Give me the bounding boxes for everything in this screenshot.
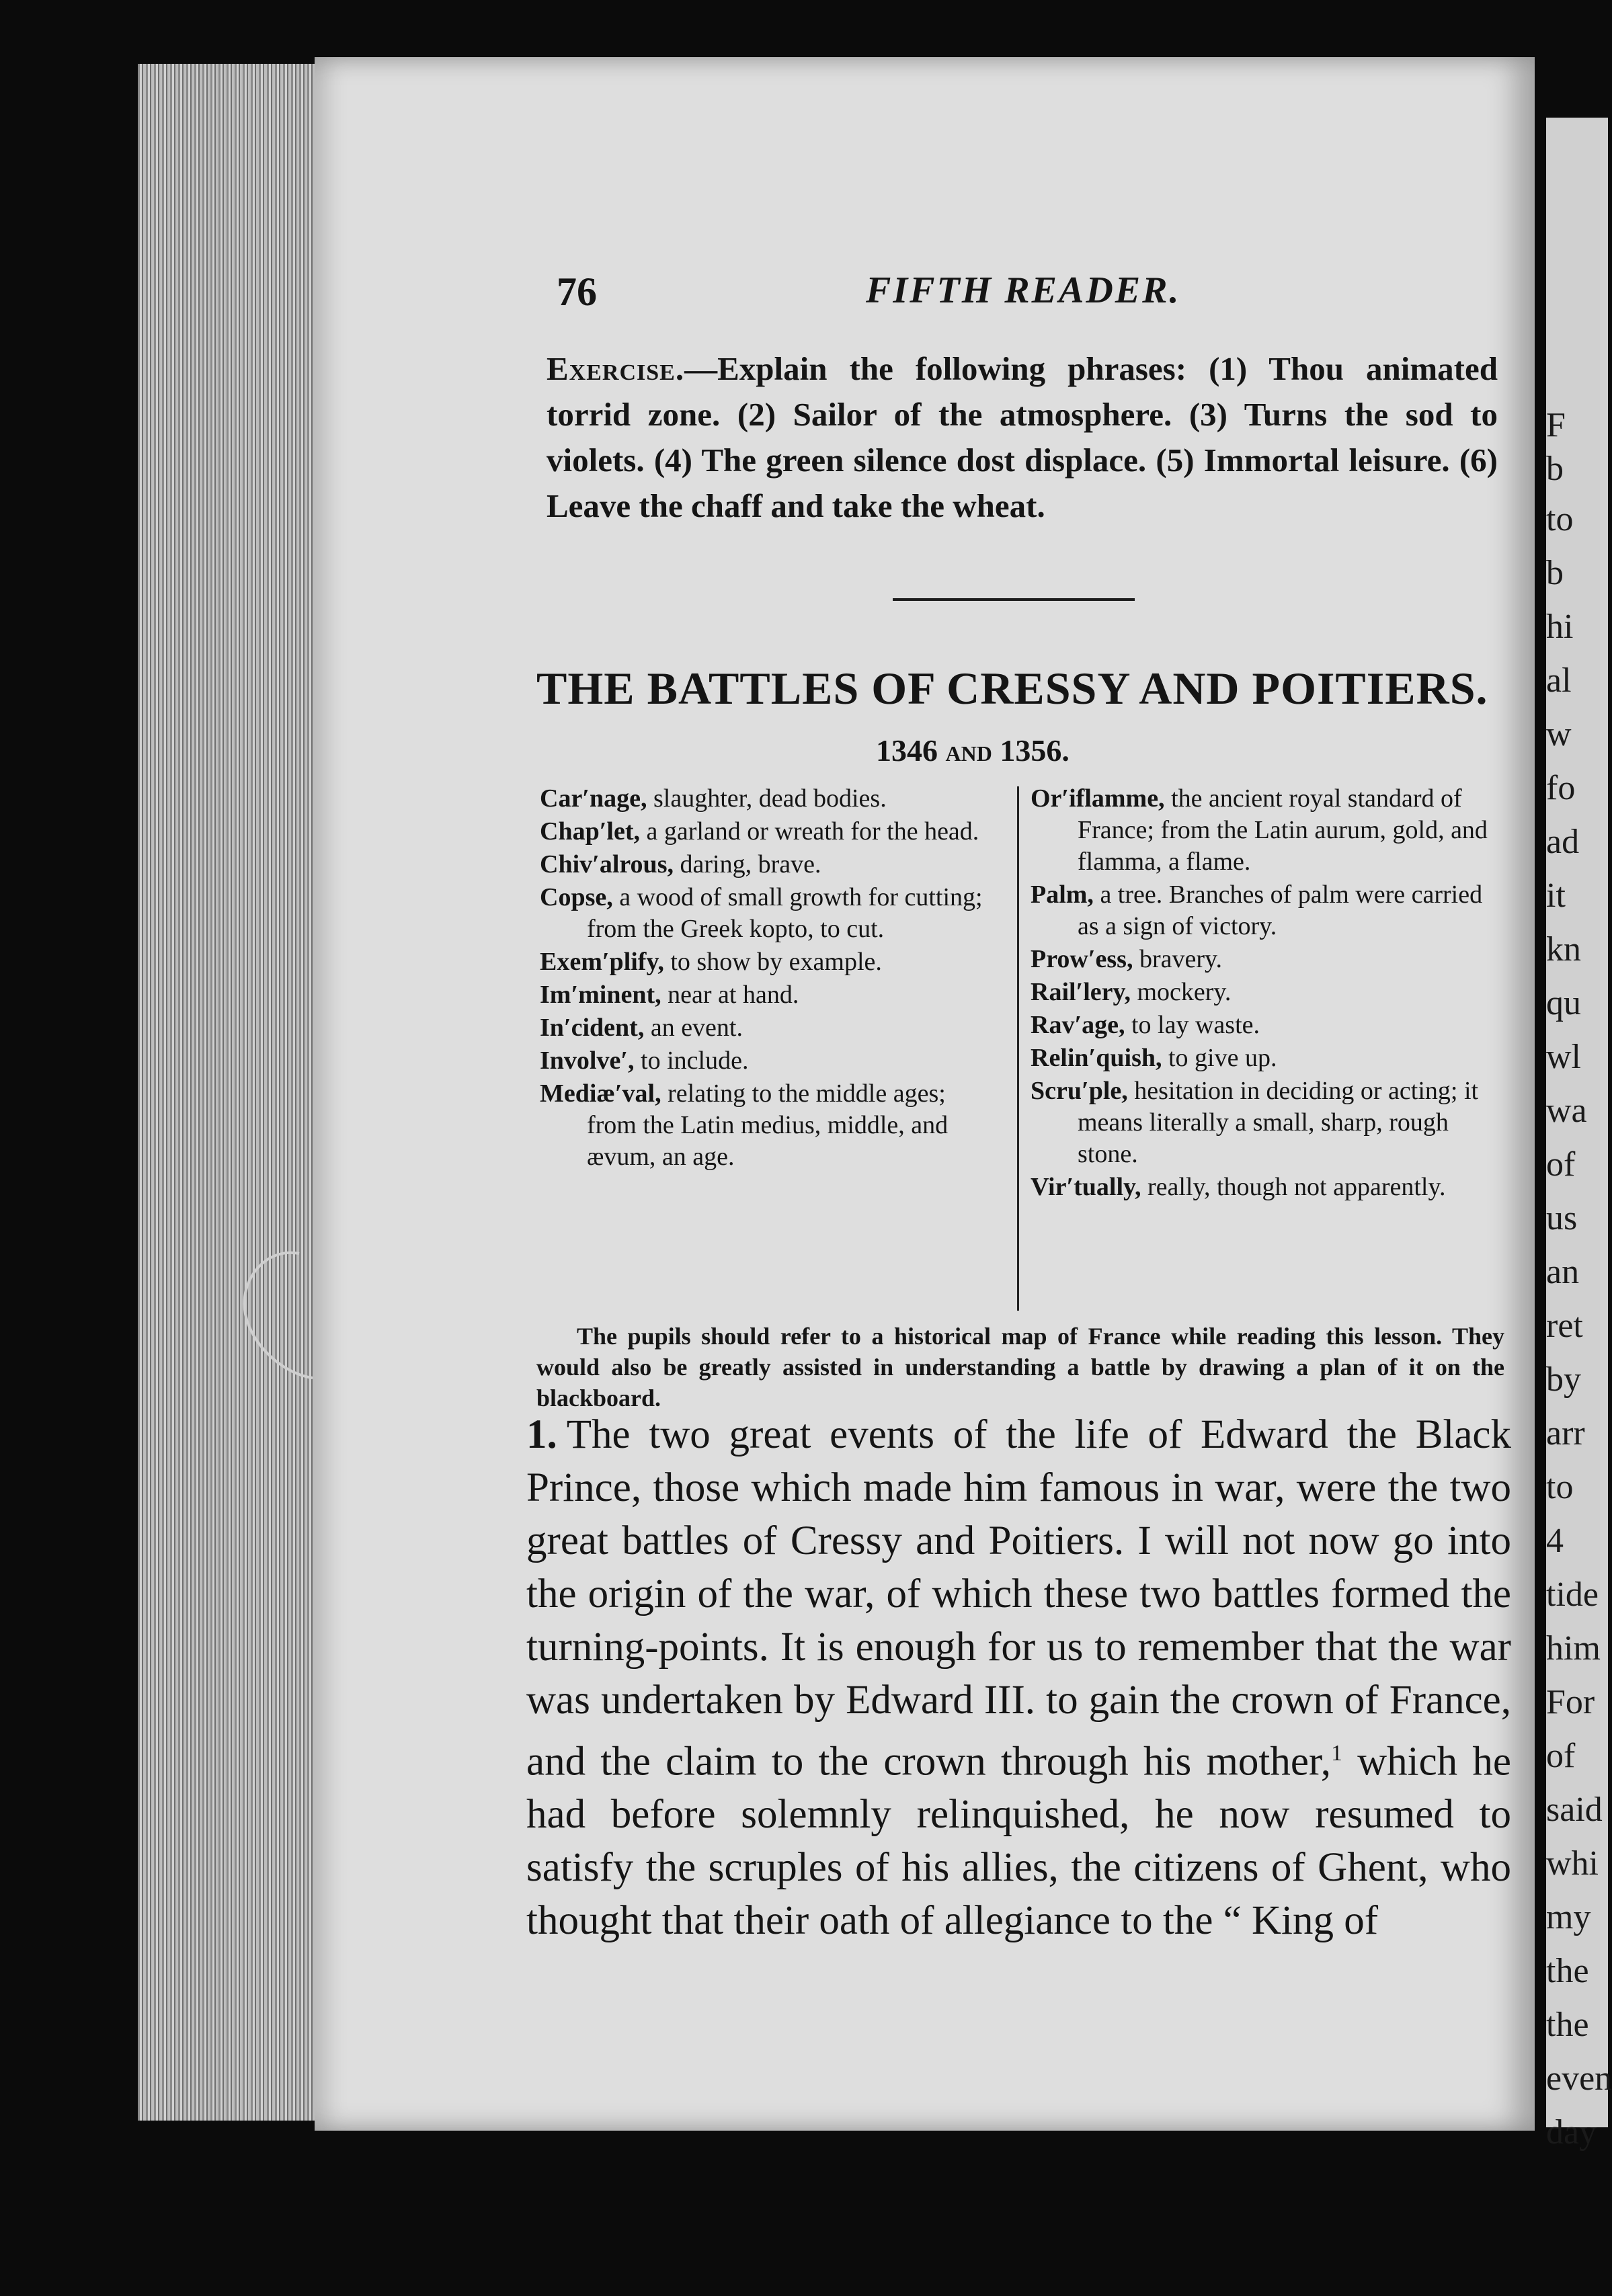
right-page-fragment: it	[1546, 876, 1566, 915]
page-number: 76	[557, 270, 597, 314]
right-page-fragment: hi	[1546, 608, 1574, 646]
right-page-fragment: b	[1546, 554, 1564, 592]
vocab-word: Car′nage,	[540, 784, 647, 813]
vocab-word: Chap′let,	[540, 817, 640, 846]
vocab-entry	[540, 946, 997, 978]
vocab-word: Involve′,	[540, 1047, 635, 1075]
page-edges	[138, 64, 320, 2121]
footnote-mark: 1	[1331, 1741, 1342, 1766]
paragraph-text-a: The two great events of the life of Edward the Black Prince, those which made him famous in war, were the two great battles of Cressy and Poitiers. I will not now go into the origin of the war, of which these two battles formed the turning-points. It is enough for us to remember that the war was undertaken by Edward III. to gain the crown of France, and the claim to the crown through his mother,	[526, 1412, 1511, 1785]
exercise-text: —Explain the following phrases: (1) Thou animated torrid zone. (2) Sailor of the atmosphere. (3) Turns the sod to violets. (4) The green silence dost displace. (5) Immortal leisure. (6) Leave the chaff and take the wheat.	[547, 350, 1498, 524]
vocabulary-right-column	[1031, 783, 1508, 1204]
vocab-entry	[540, 816, 997, 848]
vocab-definition: an event.	[644, 1014, 743, 1042]
vocab-word: Rav′age,	[1031, 1011, 1125, 1039]
vocab-word: Chiv′alrous,	[540, 850, 674, 878]
vocab-entry	[1031, 879, 1508, 942]
vocab-entry	[1031, 1042, 1508, 1074]
vocab-word: Exem′plify,	[540, 948, 664, 976]
right-page-fragment: w	[1546, 715, 1572, 753]
running-title: FIFTH READER.	[866, 270, 1181, 311]
right-page-fragment: said	[1546, 1791, 1603, 1829]
vocab-definition: near at hand.	[661, 981, 799, 1009]
right-page-fragment: whi	[1546, 1844, 1599, 1883]
right-page-fragment: arr	[1546, 1414, 1585, 1452]
exercise-block	[547, 346, 1498, 529]
vocab-definition: relating to the middle ages; from the Latin medius, middle, and ævum, an age.	[587, 1079, 949, 1171]
right-page-fragment: of	[1546, 1145, 1576, 1184]
right-page-fragment: kn	[1546, 930, 1581, 969]
right-page-fragment: to	[1546, 1468, 1574, 1506]
vocab-entry	[540, 1012, 997, 1044]
vocab-word: Im′minent,	[540, 981, 661, 1009]
vocab-entry	[540, 882, 997, 945]
right-page-fragment: us	[1546, 1199, 1578, 1237]
vocab-word: Vir′tually,	[1031, 1173, 1141, 1201]
vocab-entry	[1031, 1172, 1508, 1203]
right-page-fragment: to	[1546, 500, 1574, 538]
vocab-definition: bravery.	[1133, 945, 1223, 973]
right-page-fragment: day	[1546, 2113, 1597, 2151]
right-page-fragment: qu	[1546, 984, 1581, 1022]
right-page-fragment: of	[1546, 1737, 1576, 1775]
paragraph-number: 1.	[526, 1412, 557, 1457]
vocab-definition: the ancient royal standard of France; from the Latin aurum, gold, and flamma, a flame.	[1078, 784, 1488, 876]
vocab-word: Or′iflamme,	[1031, 784, 1165, 813]
vocab-word: Prow′ess,	[1031, 945, 1133, 973]
vocab-word: Mediæ′val,	[540, 1079, 661, 1108]
pencil-mark	[225, 1240, 319, 1395]
right-page-fragment: him	[1546, 1629, 1601, 1668]
vocab-definition: a tree. Branches of palm were carried as a sign of victory.	[1078, 880, 1483, 940]
vocab-entry	[540, 1078, 997, 1173]
vocab-entry	[540, 783, 997, 815]
right-page-fragment: even	[1546, 2059, 1612, 2098]
right-page-fragment: ad	[1546, 823, 1580, 861]
vocab-definition: really, though not apparently.	[1141, 1173, 1446, 1201]
right-page-fragment: wl	[1546, 1038, 1581, 1076]
vocab-entry	[1031, 977, 1508, 1008]
vocab-definition: hesitation in deciding or acting; it means literally a small, sharp, rough stone.	[1078, 1077, 1479, 1168]
right-page-fragment: the	[1546, 2006, 1589, 2044]
vocab-entry	[540, 1045, 997, 1077]
right-page-fragment: tide	[1546, 1575, 1599, 1614]
vocab-entry	[540, 979, 997, 1011]
lesson-dates-text: 1346 and 1356.	[876, 733, 1070, 768]
right-page-fragment: by	[1546, 1360, 1581, 1399]
vocab-definition: to give up.	[1162, 1044, 1277, 1072]
paragraph-text-b: which he had before solemnly relinquished, he now resumed to satisfy the scruples of his allies, the citizens of Ghent, who thought that their oath of allegiance to the “ King of	[526, 1739, 1511, 1944]
vocab-definition: a garland or wreath for the head.	[639, 817, 979, 846]
right-page-fragment: an	[1546, 1253, 1580, 1291]
right-page-fragment: ret	[1546, 1307, 1583, 1345]
section-rule	[893, 598, 1135, 601]
paragraph-1	[526, 1408, 1511, 1947]
vocab-word: Rail′lery,	[1031, 978, 1131, 1006]
right-page-fragment: b	[1546, 450, 1564, 488]
vocab-word: Copse,	[540, 883, 613, 911]
right-page-fragment: wa	[1546, 1092, 1587, 1130]
vocab-definition: mockery.	[1130, 978, 1232, 1006]
vocabulary-left-column	[540, 783, 997, 1174]
vocab-word: Palm,	[1031, 880, 1094, 909]
adjacent-page	[1546, 118, 1612, 2151]
vocab-entry	[1031, 1010, 1508, 1041]
vocab-entry	[1031, 1075, 1508, 1170]
vocab-word: Relin′quish,	[1031, 1044, 1162, 1072]
vocab-entry	[1031, 944, 1508, 975]
right-page-fragment: the	[1546, 1952, 1589, 1990]
vocab-definition: slaughter, dead bodies.	[647, 784, 887, 813]
teacher-note: The pupils should refer to a historical map of France while reading this lesson. They would also be greatly assisted in understanding a battle by drawing a plan of it on the blackboard.	[536, 1323, 1504, 1411]
vocab-entry	[540, 849, 997, 880]
right-page-fragment: fo	[1546, 769, 1576, 807]
right-page-fragment: F	[1546, 406, 1566, 444]
vocab-definition: daring, brave.	[673, 850, 821, 878]
vocab-definition: a wood of small growth for cutting; from the Greek kopto, to cut.	[587, 883, 983, 943]
vocab-word: Scru′ple,	[1031, 1077, 1128, 1105]
exercise-label: Exercise.	[547, 350, 685, 387]
right-page-fragment: al	[1546, 661, 1572, 700]
vocab-definition: to include.	[634, 1047, 749, 1075]
vocab-entry	[1031, 783, 1508, 878]
right-page-fragment: my	[1546, 1898, 1591, 1936]
right-page-fragment: For	[1546, 1683, 1595, 1721]
lesson-dates	[876, 733, 1070, 768]
column-divider	[1017, 786, 1019, 1311]
vocab-word: In′cident,	[540, 1014, 645, 1042]
lesson-title: THE BATTLES OF CRESSY AND POITIERS.	[536, 663, 1488, 714]
book-page	[315, 57, 1535, 2131]
vocab-definition: to show by example.	[663, 948, 882, 976]
vocab-definition: to lay waste.	[1125, 1011, 1260, 1039]
right-page-fragment: 4	[1546, 1522, 1564, 1560]
